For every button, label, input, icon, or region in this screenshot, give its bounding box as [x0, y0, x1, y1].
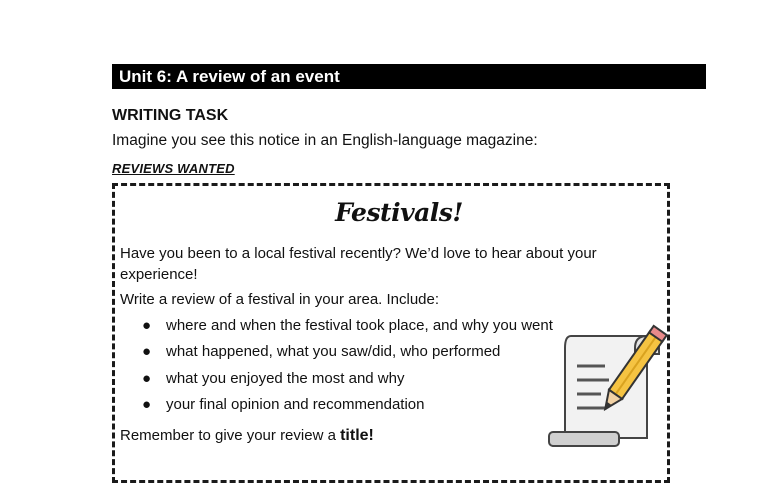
notice-title — [0, 198, 784, 227]
notice-instruction: Write a review of a festival in your area. Include: — [120, 291, 440, 308]
bullet-dot-icon: ● — [142, 317, 152, 334]
list-item — [120, 395, 553, 421]
writing-task-heading: WRITING TASK — [112, 107, 229, 124]
scroll-with-pencil-icon — [535, 318, 675, 448]
list-item — [120, 369, 553, 395]
include-list — [120, 316, 553, 421]
notice-question: Have you been to a local festival recently? We’d love to hear about your experience! — [120, 245, 597, 283]
remember-bold: title! — [340, 427, 374, 444]
remember-text: Remember to give your review a — [120, 427, 341, 444]
bullet-dot-icon: ● — [142, 369, 152, 387]
unit-title-bar — [112, 64, 706, 89]
list-item — [120, 316, 553, 342]
bullet-dot-icon: ● — [142, 395, 152, 413]
reviews-wanted-label: REVIEWS WANTED — [112, 161, 235, 176]
unit-title: Unit 6: A review of an event — [119, 67, 340, 86]
remember-note — [120, 427, 374, 445]
notice-title-text: Festivals! — [335, 198, 463, 227]
list-item-text: your final opinion and recommendation — [166, 395, 425, 413]
task-intro-text: Imagine you see this notice in an English-language magazine: — [112, 132, 538, 149]
list-item-text: where and when the festival took place, and why you went — [166, 317, 553, 334]
list-item — [120, 342, 553, 368]
list-item-text: what you enjoyed the most and why — [166, 369, 405, 387]
bullet-dot-icon: ● — [142, 343, 152, 361]
list-item-text: what happened, what you saw/did, who performed — [166, 343, 501, 361]
